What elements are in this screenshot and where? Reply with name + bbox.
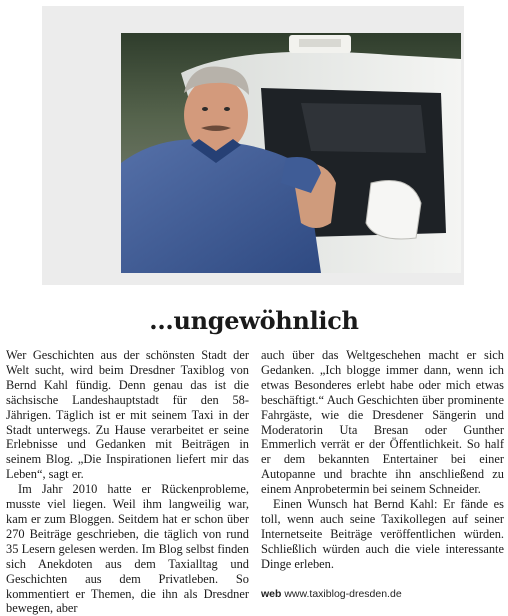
photo-frame (42, 6, 464, 285)
article-photo (121, 33, 461, 273)
paragraph: Wer Geschichten aus der schönsten Stadt der Welt sucht, wird beim Dresdner Taxiblog von Bernd Kahl fündig. Denn genau das ist die sächsische Landeshauptstadt für den 58-Jährigen. Täglich ist er mit seinem Taxi in der Stadt unterwegs. Zu Hause verarbeitet er seine Erlebnisse und Gedanken mit Beiträgen in seinem Blog. „Die Inspirationen liefert mir das Leben“, sagt er. (6, 348, 249, 482)
paragraph: Im Jahr 2010 hatte er Rückenprobleme, musste viel liegen. Weil ihm langweilig war, kam er zum Bloggen. Seitdem hat er schon über 270 Beiträge geschrieben, die täglich von rund 35 Lesern gelesen werden. Im Blog selbst finden sich Anekdoten aus dem Taxialltag und Geschichten aus dem Privatleben. So kommentiert er Themen, die ihn als Dresdner bewegen, aber (6, 482, 249, 616)
article-column-left (6, 348, 249, 616)
web-url[interactable]: www.taxiblog-dresden.de (284, 588, 402, 600)
web-reference (261, 588, 504, 600)
paragraph: auch über das Weltgeschehen macht er sich Gedanken. „Ich blogge immer dann, wenn ich etwas Besonderes erlebt habe oder mich etwas beschäftigt.“ Auch Geschichten über prominente Fahrgäste, wie die Dresdener Sängerin und Moderatorin Uta Bresan oder Gunther Emmerlich verrät er der Öffentlichkeit. So half er dem bekannten Entertainer bei einer Autopanne und brachte ihn anschließend zu einem Anprobetermin bei seinem Schneider. (261, 348, 504, 497)
headline: ...ungewöhnlich (149, 306, 359, 335)
paragraph: Einen Wunsch hat Bernd Kahl: Er fände es toll, wenn auch seine Taxikollegen auf seiner Internetseite Beiträge veröffentlichen würden. Schließlich würden auch die viele interessante Dinge erleben. (261, 497, 504, 571)
article-column-right (261, 348, 504, 572)
web-label: web (261, 588, 282, 600)
